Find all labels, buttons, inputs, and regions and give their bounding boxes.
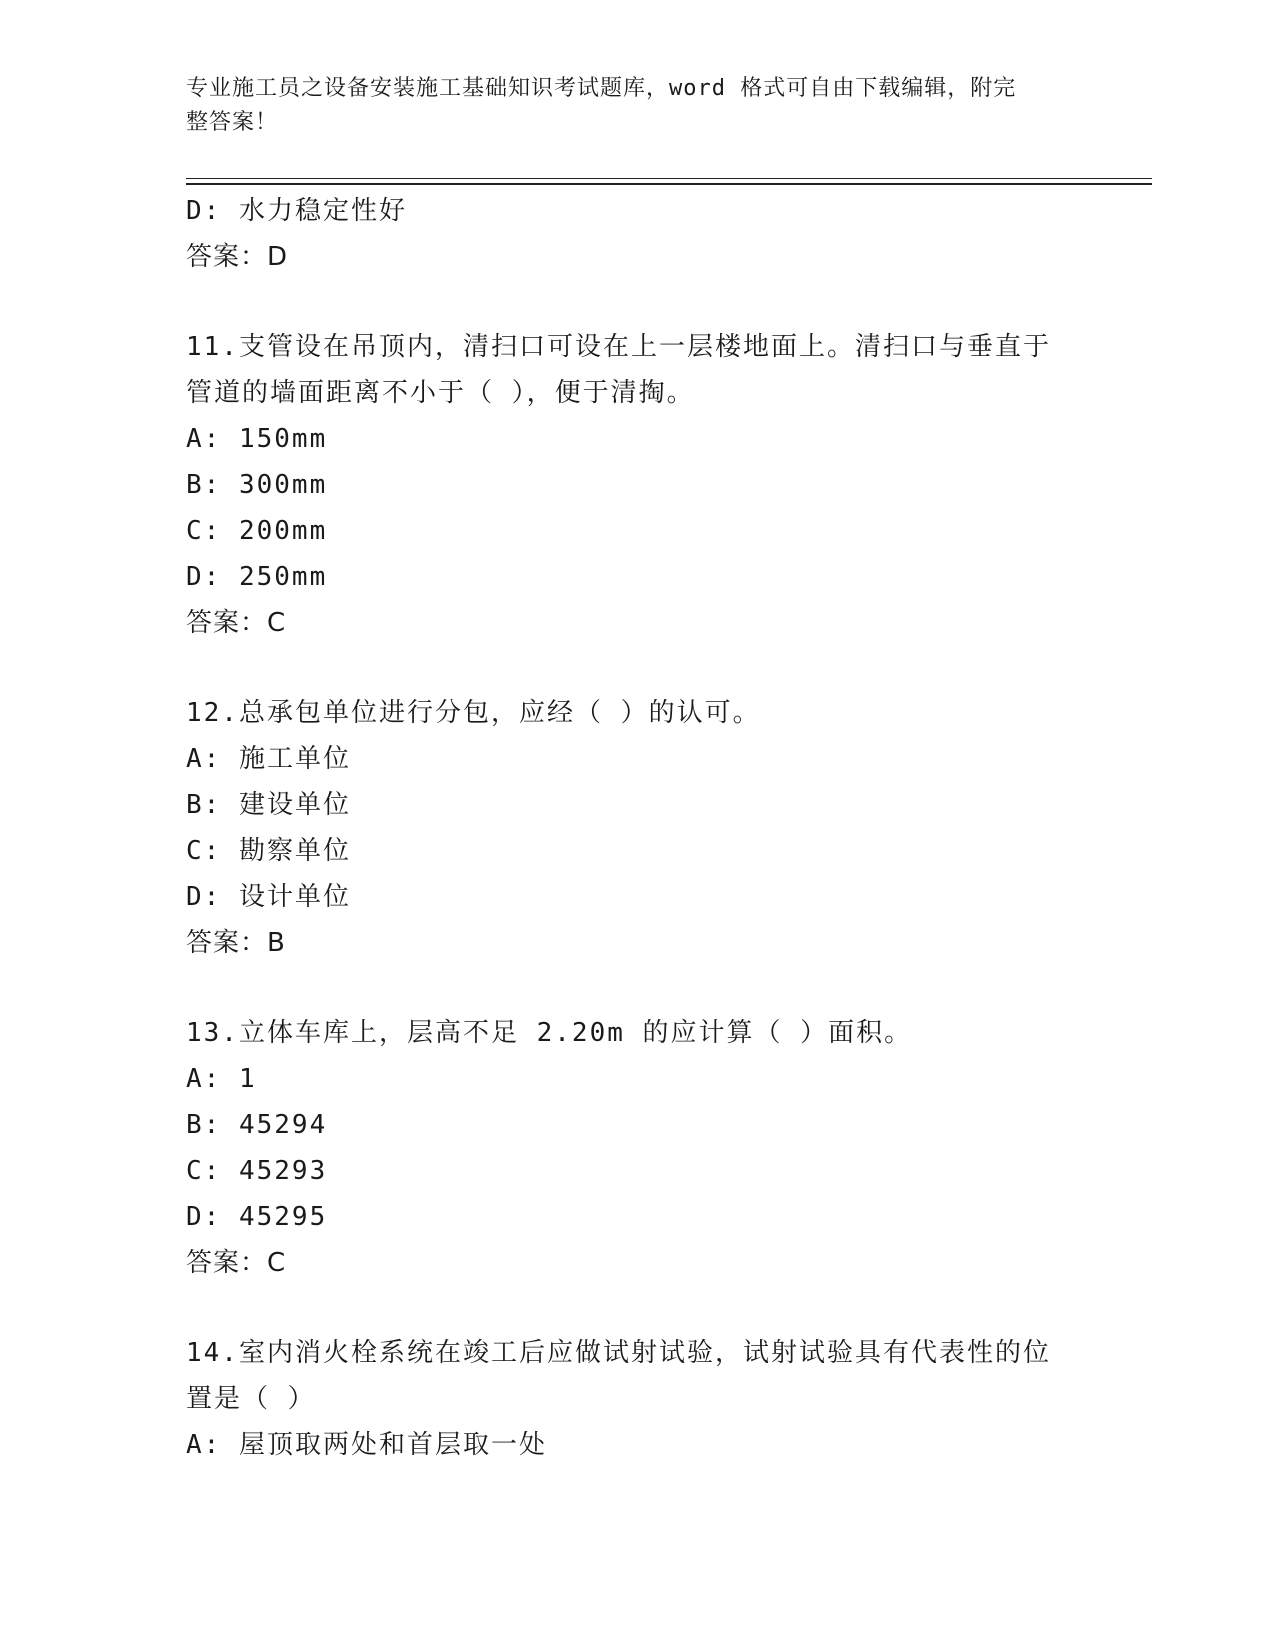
option-d: D: 250mm (186, 562, 328, 592)
option-a: A: 150mm (186, 424, 328, 454)
previous-question-tail (186, 188, 1086, 280)
option-c: C: 勘察单位 (186, 836, 351, 866)
option-b: B: 300mm (186, 470, 328, 500)
document-header (186, 72, 1066, 140)
question-text-line-1: 11.支管设在吊顶内，清扫口可设在上一层楼地面上。清扫口与垂直于 (186, 332, 1051, 362)
question-text-line-2: 管道的墙面距离不小于（ ），便于清掏。 (186, 378, 695, 408)
option-a: A: 1 (186, 1064, 257, 1094)
option-b: B: 建设单位 (186, 790, 351, 820)
option-c: C: 200mm (186, 516, 328, 546)
option-d: D: 水力稳定性好 (186, 196, 407, 226)
option-d: D: 设计单位 (186, 882, 351, 912)
header-line-1: 专业施工员之设备安装施工基础知识考试题库，word 格式可自由下载编辑，附完 (186, 76, 1017, 101)
question-text-line-1: 13.立体车库上，层高不足 2.20m 的应计算（ ）面积。 (186, 1018, 913, 1048)
question-text-line-2: 置是（ ） (186, 1384, 316, 1414)
answer: 答案：D (186, 242, 289, 272)
question-11 (186, 324, 1086, 646)
option-a: A: 施工单位 (186, 744, 351, 774)
option-a: A: 屋顶取两处和首层取一处 (186, 1430, 547, 1460)
answer: 答案：C (186, 1248, 287, 1278)
option-c: C: 45293 (186, 1156, 328, 1186)
question-12 (186, 690, 1086, 966)
answer: 答案：B (186, 928, 286, 958)
header-rule-thick (186, 183, 1152, 185)
question-text-line-1: 12.总承包单位进行分包，应经（ ）的认可。 (186, 698, 761, 728)
question-text-line-1: 14.室内消火栓系统在竣工后应做试射试验，试射试验具有代表性的位 (186, 1338, 1051, 1368)
header-line-2: 整答案！ (186, 110, 279, 135)
option-b: B: 45294 (186, 1110, 328, 1140)
answer: 答案：C (186, 608, 287, 638)
option-d: D: 45295 (186, 1202, 328, 1232)
question-13 (186, 1010, 1086, 1286)
question-14 (186, 1330, 1086, 1468)
header-rule-thin (186, 178, 1152, 179)
question-list (186, 188, 1086, 1468)
